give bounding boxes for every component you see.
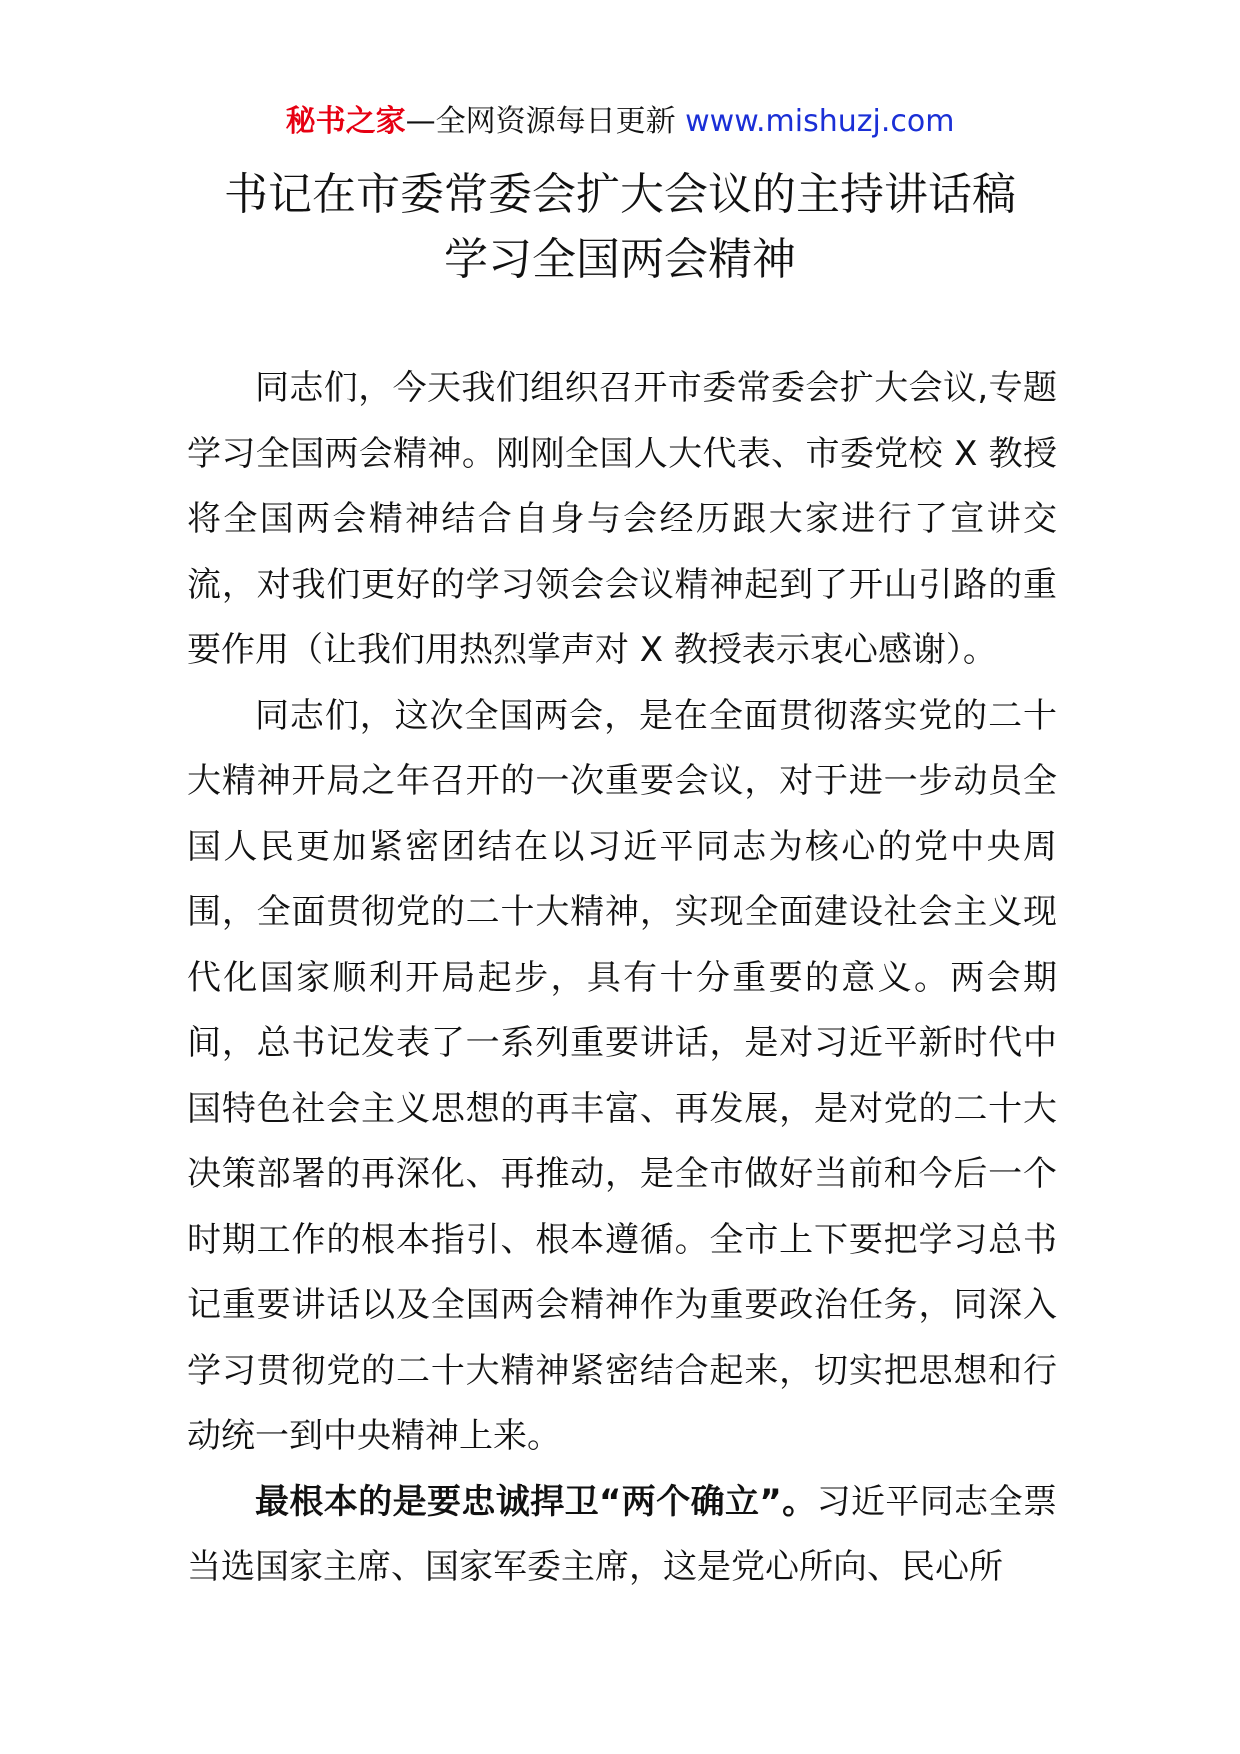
paragraph-significance: 同志们，这次全国两会，是在全面贯彻落实党的二十大精神开局之年召开的一次重要会议，对于进一步动员全国人民更加紧密团结在以习近平同志为核心的党中央周围，全面贯彻党的二十大精神，实现全面建设社会主义现代化国家顺利开局起步，具有十分重要的意义。两会期间，总书记发表了一系列重要讲话，是对习近平新时代中国特色社会主义思想的再丰富、再发展，是对党的二十大决策部署的再深化、再推动，是全市做好当前和今后一个时期工作的根本指引、根本遵循。全市上下要把学习总书记重要讲话以及全国两会精神作为重要政治任务，同深入学习贯彻党的二十大精神紧密结合起来，切实把思想和行动统一到中央精神上来。 (187, 695, 1057, 1456)
document-title: 书记在市委常委会扩大会议的主持讲话稿 (224, 169, 1016, 220)
document-body (187, 356, 1057, 1601)
site-tagline: —全网资源每日更新 (405, 104, 676, 139)
site-url-link[interactable]: www.mishuzj.com (685, 104, 955, 139)
site-brand: 秘书之家 (285, 104, 406, 139)
section-heading: 最根本的是要忠诚捍卫“两个确立”。 (255, 1481, 817, 1522)
document-subtitle: 学习全国两会精神 (444, 234, 796, 285)
paragraph-opening: 同志们，今天我们组织召开市委常委会扩大会议,专题学习全国两会精神。刚刚全国人大代表、市委党校 X 教授将全国两会精神结合自身与会经历跟大家进行了宣讲交流，对我们更好的学习领会会议精神起到了开山引路的重要作用（让我们用热烈掌声对 X 教授表示衷心感谢）。 (187, 368, 1057, 670)
site-watermark-header (0, 100, 1240, 144)
section-text: 习近平同志全票当选国家主席、国家军委主席，这是党心所向、民心所 (187, 1481, 1057, 1587)
paragraph-section-one (187, 1470, 1057, 1601)
